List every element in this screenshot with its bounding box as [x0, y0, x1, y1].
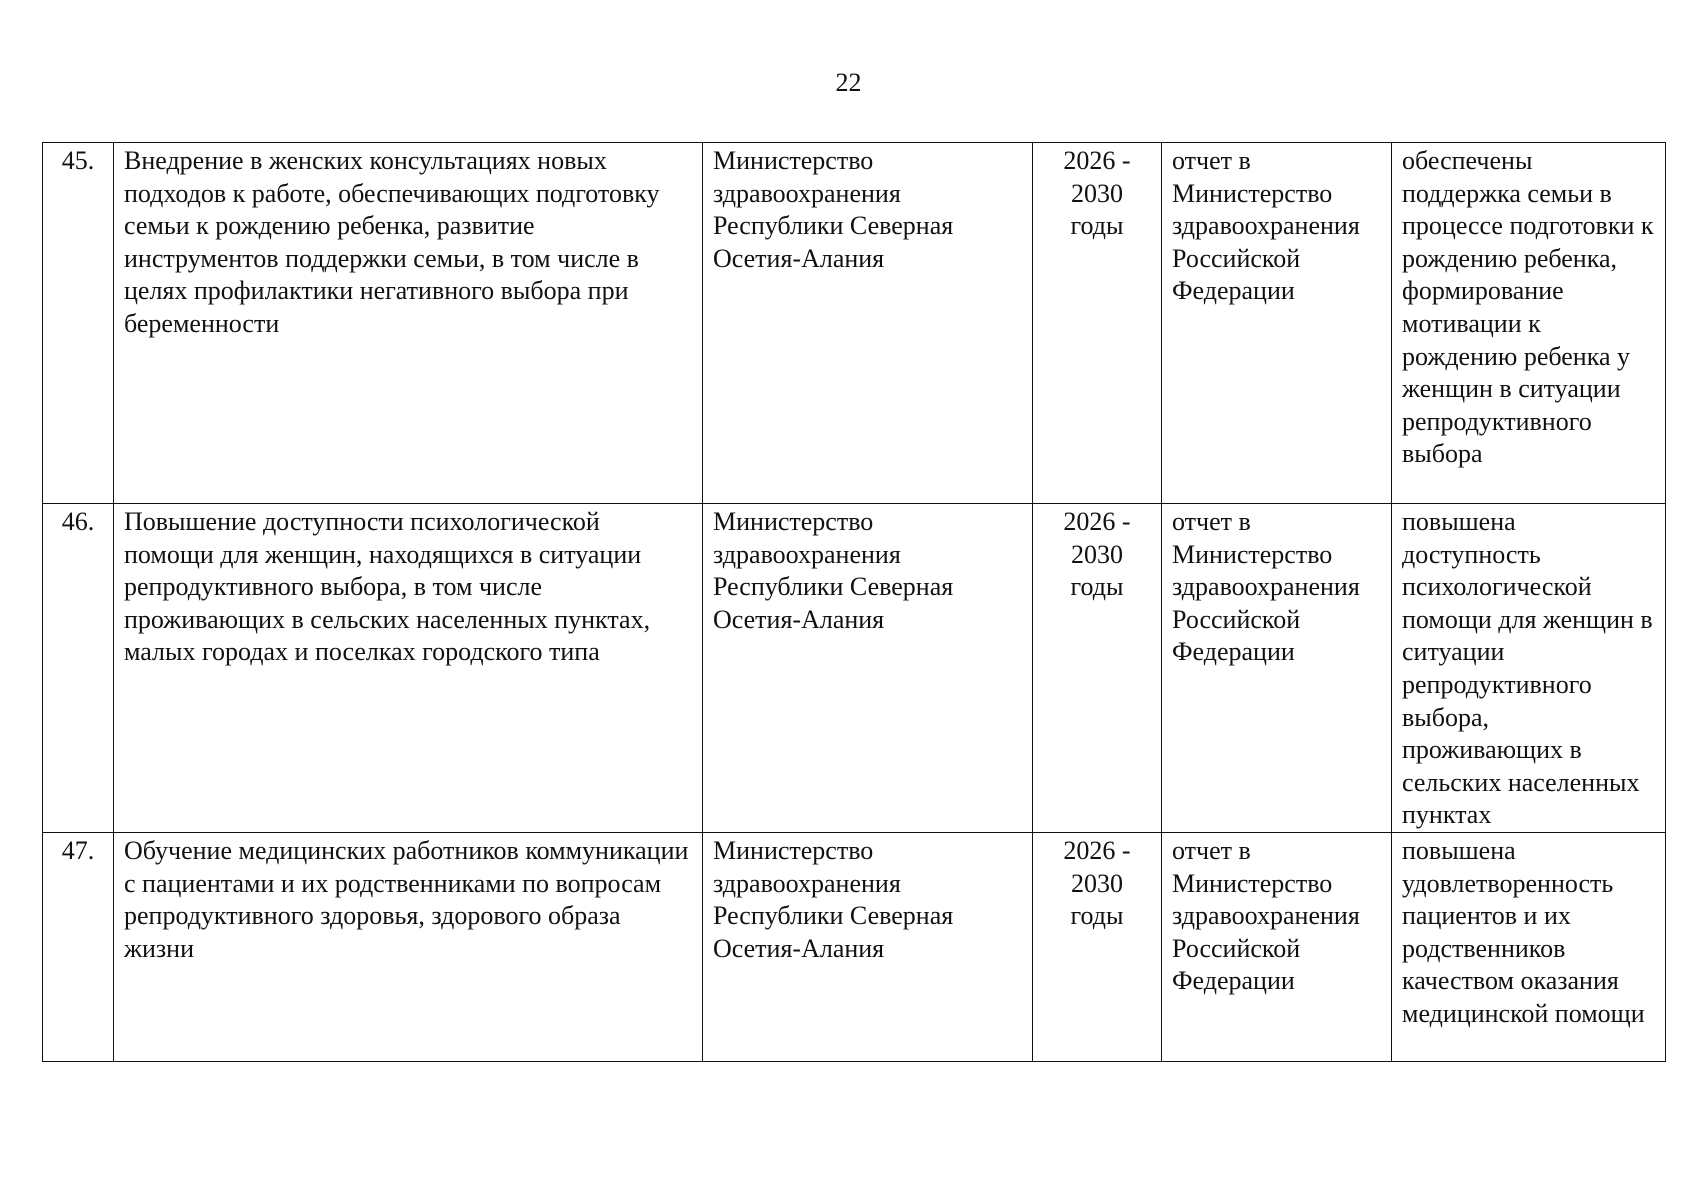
executor-cell: Министерство здравоохранения Республики Северная Осетия-Алания — [703, 143, 1033, 504]
page-number: 22 — [835, 68, 862, 97]
report-cell: отчет в Министерство здравоохранения Российской Федерации — [1162, 504, 1392, 833]
activity-cell: Повышение доступности психологической помощи для женщин, находящихся в ситуации репродуктивного выбора, в том числе проживающих в сельских населенных пунктах, малых городах и поселках городского типа — [114, 504, 703, 833]
result-cell: повышена доступность психологической помощи для женщин в ситуации репродуктивного выбора, проживающих в сельских населенных пунктах — [1392, 504, 1666, 833]
table-row — [43, 832, 1666, 1061]
executor-cell: Министерство здравоохранения Республики Северная Осетия-Алания — [703, 504, 1033, 833]
table-row — [43, 143, 1666, 504]
activity-cell: Внедрение в женских консультациях новых подходов к работе, обеспечивающих подготовку семьи к рождению ребенка, развитие инструментов поддержки семьи, в том числе в целях профилактики негативного выбора при беременности — [114, 143, 703, 504]
executor-cell: Министерство здравоохранения Республики Северная Осетия-Алания — [703, 832, 1033, 1061]
row-number: 45. — [43, 143, 114, 504]
result-cell: повышена удовлетворенность пациентов и их родственников качеством оказания медицинской помощи — [1392, 832, 1666, 1061]
table-row — [43, 504, 1666, 833]
report-cell: отчет в Министерство здравоохранения Российской Федерации — [1162, 143, 1392, 504]
result-cell: обеспечены поддержка семьи в процессе подготовки к рождению ребенка, формирование мотивации к рождению ребенка у женщин в ситуации репродуктивного выбора — [1392, 143, 1666, 504]
action-plan-table — [42, 142, 1666, 1062]
activity-cell: Обучение медицинских работников коммуникации с пациентами и их родственниками по вопросам репродуктивного здоровья, здорового образа жизни — [114, 832, 703, 1061]
period-cell: 2026 - 2030 годы — [1033, 143, 1162, 504]
row-number: 46. — [43, 504, 114, 833]
row-number: 47. — [43, 832, 114, 1061]
report-cell: отчет в Министерство здравоохранения Российской Федерации — [1162, 832, 1392, 1061]
period-cell: 2026 - 2030 годы — [1033, 832, 1162, 1061]
period-cell: 2026 - 2030 годы — [1033, 504, 1162, 833]
